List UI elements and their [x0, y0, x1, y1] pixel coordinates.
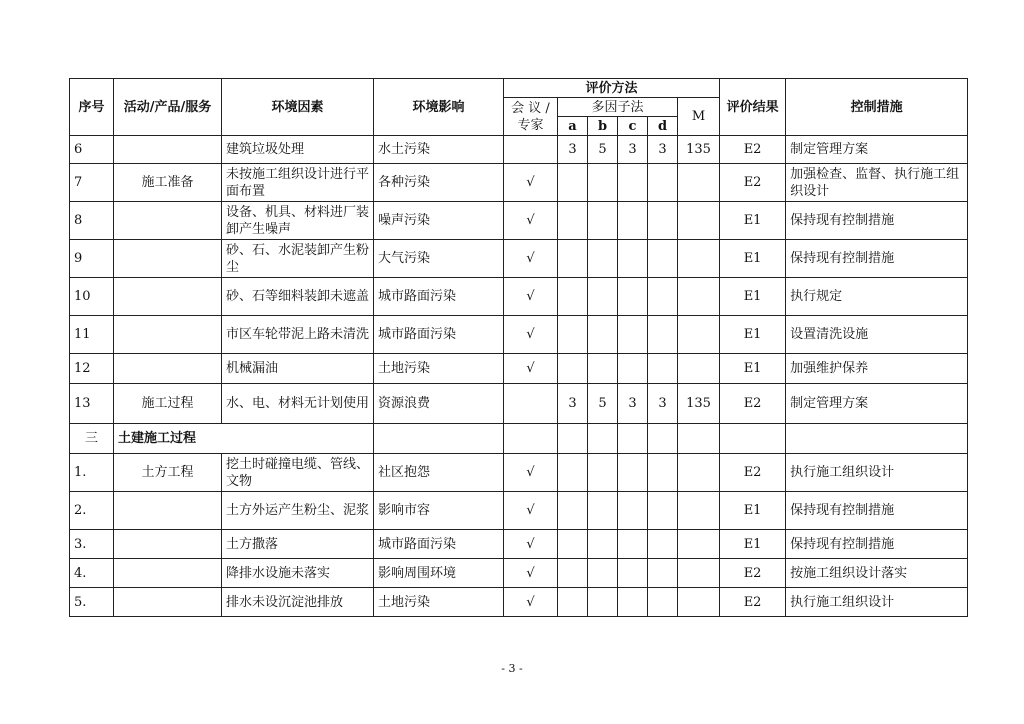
cell-activity [114, 136, 222, 164]
empty-cell [588, 424, 618, 454]
table-row [70, 278, 968, 316]
cell-c [618, 278, 648, 316]
section-row [70, 424, 968, 454]
table-row [70, 164, 968, 202]
empty-cell [786, 424, 968, 454]
cell-b [588, 492, 618, 530]
cell-meeting: √ [504, 164, 558, 202]
cell-m [678, 530, 720, 559]
cell-factor: 市区车轮带泥上路未清洗 [222, 316, 374, 354]
cell-result: E2 [720, 136, 786, 164]
cell-impact: 土地污染 [374, 588, 504, 617]
cell-factor: 砂、石、水泥装卸产生粉尘 [222, 240, 374, 278]
empty-cell [374, 424, 504, 454]
cell-measures: 保持现有控制措施 [786, 202, 968, 240]
cell-c: 3 [618, 384, 648, 424]
cell-c: 3 [618, 136, 648, 164]
header-seq: 序号 [70, 79, 114, 136]
table-row [70, 354, 968, 384]
cell-seq: 8 [70, 202, 114, 240]
cell-seq: 4. [70, 559, 114, 588]
cell-c [618, 240, 648, 278]
cell-result: E2 [720, 384, 786, 424]
header-factor: 环境因素 [222, 79, 374, 136]
header-impact: 环境影响 [374, 79, 504, 136]
header-activity: 活动/产品/服务 [114, 79, 222, 136]
cell-meeting: √ [504, 316, 558, 354]
cell-activity [114, 492, 222, 530]
table-row [70, 530, 968, 559]
cell-b [588, 278, 618, 316]
table-row [70, 454, 968, 492]
header-d: d [648, 117, 678, 136]
cell-m [678, 164, 720, 202]
cell-result: E1 [720, 278, 786, 316]
cell-measures: 加强检查、监督、执行施工组织设计 [786, 164, 968, 202]
cell-measures: 保持现有控制措施 [786, 492, 968, 530]
cell-result: E1 [720, 316, 786, 354]
cell-result: E2 [720, 454, 786, 492]
cell-activity: 施工准备 [114, 164, 222, 202]
cell-factor: 排水未设沉淀池排放 [222, 588, 374, 617]
empty-cell [504, 424, 558, 454]
cell-factor: 水、电、材料无计划使用 [222, 384, 374, 424]
cell-result: E1 [720, 240, 786, 278]
cell-meeting: √ [504, 559, 558, 588]
cell-d [648, 492, 678, 530]
table-row [70, 384, 968, 424]
cell-factor: 建筑垃圾处理 [222, 136, 374, 164]
cell-impact: 影响市容 [374, 492, 504, 530]
cell-seq: 5. [70, 588, 114, 617]
cell-measures: 按施工组织设计落实 [786, 559, 968, 588]
table-row [70, 588, 968, 617]
cell-a [558, 316, 588, 354]
cell-a [558, 240, 588, 278]
cell-d [648, 316, 678, 354]
cell-a [558, 492, 588, 530]
cell-m [678, 588, 720, 617]
cell-impact: 城市路面污染 [374, 316, 504, 354]
cell-a [558, 454, 588, 492]
cell-meeting: √ [504, 530, 558, 559]
table-row [70, 316, 968, 354]
cell-seq: 10 [70, 278, 114, 316]
cell-m: 135 [678, 384, 720, 424]
cell-impact: 大气污染 [374, 240, 504, 278]
cell-c [618, 588, 648, 617]
cell-factor: 未按施工组织设计进行平面布置 [222, 164, 374, 202]
cell-d [648, 240, 678, 278]
cell-m [678, 316, 720, 354]
cell-b [588, 202, 618, 240]
cell-d: 3 [648, 136, 678, 164]
cell-activity [114, 588, 222, 617]
cell-impact: 各种污染 [374, 164, 504, 202]
cell-c [618, 164, 648, 202]
cell-measures: 制定管理方案 [786, 384, 968, 424]
cell-c [618, 454, 648, 492]
cell-seq: 13 [70, 384, 114, 424]
cell-c [618, 492, 648, 530]
cell-measures: 执行施工组织设计 [786, 454, 968, 492]
cell-factor: 土方外运产生粉尘、泥浆 [222, 492, 374, 530]
cell-activity [114, 240, 222, 278]
cell-measures: 制定管理方案 [786, 136, 968, 164]
cell-meeting: √ [504, 454, 558, 492]
cell-a [558, 354, 588, 384]
cell-impact: 城市路面污染 [374, 278, 504, 316]
cell-b [588, 454, 618, 492]
header-result: 评价结果 [720, 79, 786, 136]
cell-result: E2 [720, 588, 786, 617]
cell-factor: 砂、石等细料装卸未遮盖 [222, 278, 374, 316]
cell-impact: 社区抱怨 [374, 454, 504, 492]
cell-seq: 12 [70, 354, 114, 384]
cell-activity [114, 559, 222, 588]
cell-c [618, 354, 648, 384]
cell-measures: 执行规定 [786, 278, 968, 316]
cell-impact: 城市路面污染 [374, 530, 504, 559]
cell-seq: 9 [70, 240, 114, 278]
cell-factor: 挖土时碰撞电缆、管线、文物 [222, 454, 374, 492]
cell-a [558, 164, 588, 202]
cell-c [618, 559, 648, 588]
empty-cell [618, 424, 648, 454]
cell-result: E2 [720, 559, 786, 588]
cell-measures: 执行施工组织设计 [786, 588, 968, 617]
cell-m [678, 240, 720, 278]
header-b: b [588, 117, 618, 136]
cell-factor: 降排水设施未落实 [222, 559, 374, 588]
cell-a [558, 530, 588, 559]
cell-impact: 影响周围环境 [374, 559, 504, 588]
cell-impact: 噪声污染 [374, 202, 504, 240]
cell-seq: 6 [70, 136, 114, 164]
cell-m [678, 492, 720, 530]
cell-d [648, 202, 678, 240]
cell-d [648, 559, 678, 588]
cell-impact: 土地污染 [374, 354, 504, 384]
cell-a [558, 588, 588, 617]
cell-meeting [504, 136, 558, 164]
cell-factor: 设备、机具、材料进厂装卸产生噪声 [222, 202, 374, 240]
header-m: M [678, 98, 720, 136]
cell-meeting: √ [504, 278, 558, 316]
cell-c [618, 530, 648, 559]
cell-d [648, 588, 678, 617]
header-c: c [618, 117, 648, 136]
empty-cell [678, 424, 720, 454]
cell-measures: 设置清洗设施 [786, 316, 968, 354]
cell-result: E2 [720, 164, 786, 202]
cell-a [558, 278, 588, 316]
empty-cell [720, 424, 786, 454]
table-row [70, 202, 968, 240]
cell-activity [114, 354, 222, 384]
header-method: 评价方法 [504, 79, 720, 98]
cell-impact: 资源浪费 [374, 384, 504, 424]
cell-factor: 机械漏油 [222, 354, 374, 384]
cell-m: 135 [678, 136, 720, 164]
cell-b [588, 240, 618, 278]
section-seq: 三 [70, 424, 114, 454]
cell-a [558, 202, 588, 240]
cell-a [558, 559, 588, 588]
cell-m [678, 354, 720, 384]
cell-result: E1 [720, 492, 786, 530]
cell-b [588, 164, 618, 202]
cell-b [588, 559, 618, 588]
cell-meeting: √ [504, 240, 558, 278]
cell-m [678, 278, 720, 316]
cell-m [678, 454, 720, 492]
empty-cell [648, 424, 678, 454]
cell-meeting [504, 384, 558, 424]
cell-activity [114, 202, 222, 240]
cell-b [588, 588, 618, 617]
cell-b: 5 [588, 136, 618, 164]
cell-d [648, 278, 678, 316]
table-row [70, 240, 968, 278]
table-row [70, 492, 968, 530]
cell-b [588, 316, 618, 354]
cell-m [678, 559, 720, 588]
cell-d: 3 [648, 384, 678, 424]
header-meeting: 会 议 / 专家 [504, 98, 558, 136]
section-title: 土建施工过程 [114, 424, 374, 454]
cell-seq: 11 [70, 316, 114, 354]
cell-b [588, 530, 618, 559]
cell-d [648, 354, 678, 384]
cell-b [588, 354, 618, 384]
cell-activity: 土方工程 [114, 454, 222, 492]
cell-activity: 施工过程 [114, 384, 222, 424]
cell-seq: 2. [70, 492, 114, 530]
table-row [70, 136, 968, 164]
environment-factor-table [69, 78, 968, 617]
cell-d [648, 164, 678, 202]
empty-cell [558, 424, 588, 454]
cell-impact: 水土污染 [374, 136, 504, 164]
cell-a: 3 [558, 384, 588, 424]
cell-factor: 土方撒落 [222, 530, 374, 559]
header-a: a [558, 117, 588, 136]
cell-meeting: √ [504, 354, 558, 384]
cell-result: E1 [720, 354, 786, 384]
cell-meeting: √ [504, 492, 558, 530]
cell-seq: 3. [70, 530, 114, 559]
cell-m [678, 202, 720, 240]
cell-activity [114, 316, 222, 354]
cell-c [618, 316, 648, 354]
cell-measures: 保持现有控制措施 [786, 240, 968, 278]
cell-meeting: √ [504, 588, 558, 617]
cell-seq: 1. [70, 454, 114, 492]
cell-meeting: √ [504, 202, 558, 240]
cell-activity [114, 278, 222, 316]
cell-d [648, 454, 678, 492]
header-measures: 控制措施 [786, 79, 968, 136]
cell-result: E1 [720, 202, 786, 240]
cell-measures: 保持现有控制措施 [786, 530, 968, 559]
cell-d [648, 530, 678, 559]
cell-activity [114, 530, 222, 559]
cell-c [618, 202, 648, 240]
cell-seq: 7 [70, 164, 114, 202]
cell-measures: 加强维护保养 [786, 354, 968, 384]
cell-result: E1 [720, 530, 786, 559]
page-number: - 3 - [501, 662, 523, 675]
header-multi-factor: 多因子法 [558, 98, 678, 117]
table-row [70, 559, 968, 588]
cell-b: 5 [588, 384, 618, 424]
cell-a: 3 [558, 136, 588, 164]
